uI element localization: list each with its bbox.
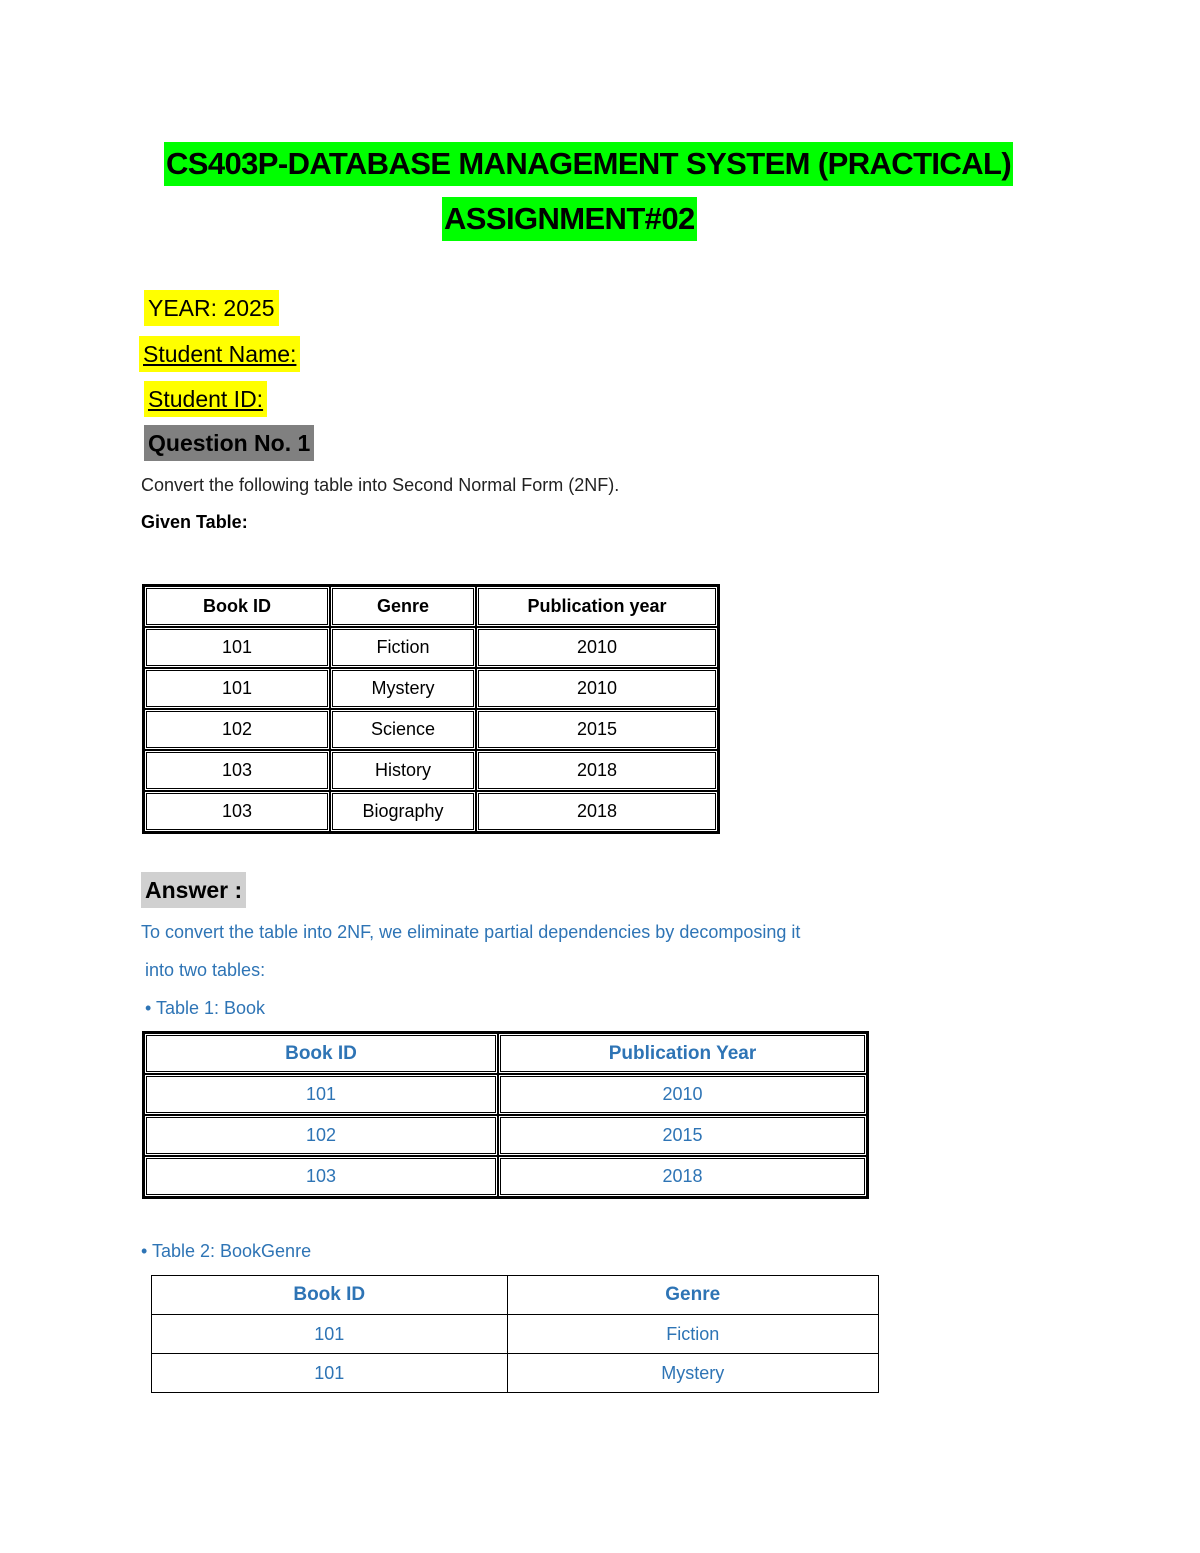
table-row xyxy=(152,1315,879,1354)
table1-label: • Table 1: Book xyxy=(145,998,266,1018)
table-cell: 103 xyxy=(144,791,330,832)
table-row xyxy=(144,791,718,832)
table-cell: 2015 xyxy=(498,1115,867,1156)
student-name-label: Student Name: xyxy=(139,336,300,372)
question-heading: Question No. 1 xyxy=(144,425,314,461)
answer-heading: Answer : xyxy=(141,872,246,908)
table-cell: Science xyxy=(330,709,476,750)
book-table xyxy=(142,1031,869,1199)
table-cell: Fiction xyxy=(507,1315,879,1354)
table-row xyxy=(144,709,718,750)
title-course: CS403P-DATABASE MANAGEMENT SYSTEM (PRACTICAL) xyxy=(164,142,1013,186)
table-row xyxy=(144,750,718,791)
column-header: Genre xyxy=(507,1276,879,1315)
table-cell: 103 xyxy=(144,750,330,791)
column-header: Book ID xyxy=(144,1033,498,1074)
table-cell: 2010 xyxy=(476,668,718,709)
table-cell: 103 xyxy=(144,1156,498,1197)
table-cell: 101 xyxy=(152,1315,508,1354)
table-cell: 2018 xyxy=(476,791,718,832)
year-label: YEAR: 2025 xyxy=(144,290,279,326)
bookgenre-table xyxy=(151,1275,879,1393)
table-row xyxy=(152,1354,879,1393)
answer-text-line2: into two tables: xyxy=(145,960,266,980)
table-cell: Mystery xyxy=(507,1354,879,1393)
table2-label: • Table 2: BookGenre xyxy=(141,1241,312,1261)
table-row xyxy=(144,1156,867,1197)
column-header: Publication year xyxy=(476,586,718,627)
column-header: Book ID xyxy=(144,586,330,627)
table-cell: 101 xyxy=(144,668,330,709)
table-cell: 2010 xyxy=(498,1074,867,1115)
table-header-row xyxy=(144,1033,867,1074)
table-cell: 2015 xyxy=(476,709,718,750)
column-header: Book ID xyxy=(152,1276,508,1315)
table-header-row xyxy=(152,1276,879,1315)
given-table-label: Given Table: xyxy=(141,512,248,532)
table-cell: 101 xyxy=(152,1354,508,1393)
table-cell: Fiction xyxy=(330,627,476,668)
answer-text-line1: To convert the table into 2NF, we eliminate partial dependencies by decomposing it xyxy=(141,922,801,942)
table-row xyxy=(144,668,718,709)
table-row xyxy=(144,1074,867,1115)
given-table xyxy=(142,584,720,834)
column-header: Publication Year xyxy=(498,1033,867,1074)
table-cell: 101 xyxy=(144,627,330,668)
student-id-label: Student ID: xyxy=(144,381,267,417)
title-assignment: ASSIGNMENT#02 xyxy=(442,197,697,241)
table-cell: 2010 xyxy=(476,627,718,668)
table-cell: 2018 xyxy=(476,750,718,791)
column-header: Genre xyxy=(330,586,476,627)
table-header-row xyxy=(144,586,718,627)
table-cell: History xyxy=(330,750,476,791)
question-text: Convert the following table into Second Normal Form (2NF). xyxy=(141,475,620,495)
table-cell: 102 xyxy=(144,1115,498,1156)
table-cell: Biography xyxy=(330,791,476,832)
table-cell: 101 xyxy=(144,1074,498,1115)
table-cell: Mystery xyxy=(330,668,476,709)
table-row xyxy=(144,1115,867,1156)
table-cell: 2018 xyxy=(498,1156,867,1197)
table-row xyxy=(144,627,718,668)
table-cell: 102 xyxy=(144,709,330,750)
